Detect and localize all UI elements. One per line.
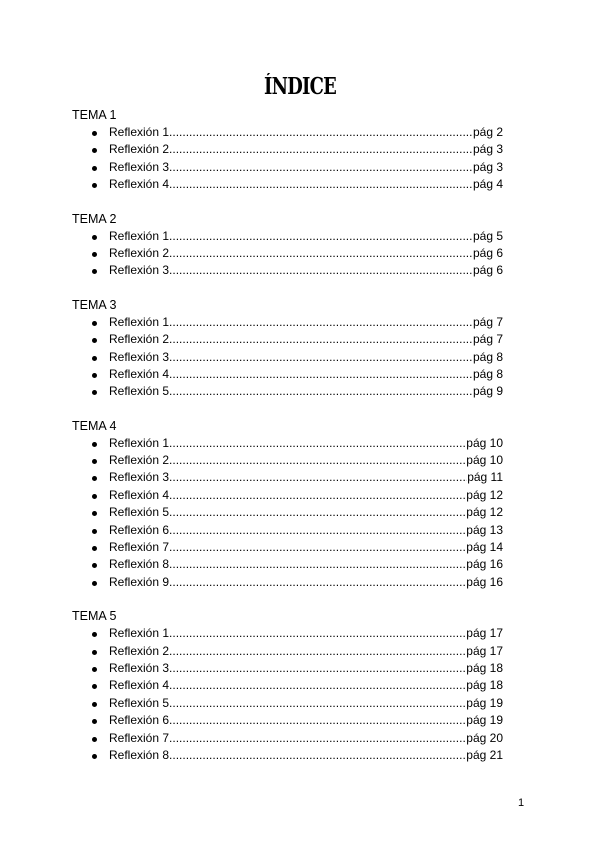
dot-leader [169,159,473,176]
bullet-icon [92,235,97,240]
toc-entry-page-ref: pág 14 [466,540,503,555]
toc-section [72,297,512,401]
dot-leader [169,747,466,764]
toc-entry-label: Reflexión 1 [109,314,170,329]
toc-section [72,211,512,280]
toc-entry-row [109,452,503,469]
toc-entry-page-ref: pág 10 [466,453,503,468]
toc-section [72,608,512,764]
dot-leader [169,262,473,279]
toc-entry [72,643,506,660]
toc-entry-page-ref: pág 2 [472,125,503,139]
toc-entry-row [109,141,503,158]
toc-entry-row [109,747,503,764]
bullet-icon [92,737,97,742]
bullet-icon [92,166,97,171]
toc-entry-page-ref: pág 6 [472,263,503,278]
toc-entry [72,124,506,141]
toc-entry-list [72,314,512,401]
toc-entry-page-ref: pág 7 [472,332,503,347]
toc-entry-page-ref: pág 8 [472,349,503,364]
toc-entry-row [109,228,503,245]
toc-section [72,107,512,194]
bullet-icon [92,494,97,499]
toc-entry-label: Reflexión 3 [109,470,170,485]
bullet-icon [92,356,97,361]
toc-entry-label: Reflexión 5 [109,695,170,710]
toc-entry-label: Reflexión 3 [109,263,170,278]
toc-entry-label: Reflexión 1 [109,125,170,139]
toc-entry-row [109,643,503,660]
toc-entry-row [109,539,503,556]
bullet-icon [92,511,97,516]
toc-entry [72,625,506,642]
dot-leader [169,314,473,331]
page-title: ÍNDICE [263,73,337,100]
toc-entry-label: Reflexión 7 [109,540,170,555]
dot-leader [169,228,473,245]
toc-entry-label: Reflexión 2 [109,245,170,260]
toc-entry-label: Reflexión 1 [109,435,170,450]
toc-entry-label: Reflexión 4 [109,678,170,693]
dot-leader [169,556,466,573]
toc-entry-row [109,625,503,642]
bullet-icon [92,442,97,447]
dot-leader [169,712,466,729]
toc-entry-page-ref: pág 12 [466,487,503,502]
dot-leader [169,539,466,556]
toc-entry-page-ref: pág 12 [466,505,503,520]
bullet-icon [92,338,97,343]
dot-leader [169,124,473,141]
dot-leader [169,141,473,158]
dot-leader [169,695,466,712]
toc-entry-row [109,176,503,193]
toc-entry-label: Reflexión 7 [109,730,170,745]
toc-entry-page-ref: pág 17 [466,626,503,641]
toc-entry-list [72,124,512,194]
bullet-icon [92,148,97,153]
toc-entry [72,349,506,366]
bullet-icon [92,459,97,464]
toc-entry-label: Reflexión 3 [109,159,170,174]
toc-entry-label: Reflexión 4 [109,487,170,502]
dot-leader [169,383,473,400]
bullet-icon [92,581,97,586]
toc-entry [72,435,506,452]
dot-leader [169,349,473,366]
bullet-icon [92,754,97,759]
toc-entry-page-ref: pág 3 [472,142,503,157]
toc-entry-row [109,435,503,452]
toc-entry-page-ref: pág 19 [466,695,503,710]
toc-entry-label: Reflexión 5 [109,384,170,399]
toc-entry-page-ref: pág 7 [472,314,503,329]
bullet-icon [92,546,97,551]
toc-entry-row [109,487,503,504]
toc-entry-label: Reflexión 8 [109,747,170,762]
bullet-icon [92,321,97,326]
toc-entry-page-ref: pág 18 [466,660,503,675]
toc-entry-page-ref: pág 16 [466,557,503,572]
toc-entry [72,660,506,677]
toc-entry-label: Reflexión 6 [109,522,170,537]
toc-entry-row [109,504,503,521]
toc-entry-page-ref: pág 3 [472,159,503,174]
toc-entry-row [109,695,503,712]
toc-entry-page-ref: pág 11 [467,470,503,485]
toc-entry-page-ref: pág 5 [472,228,503,243]
bullet-icon [92,563,97,568]
dot-leader [169,677,466,694]
dot-leader [169,245,473,262]
toc-entry [72,574,506,591]
toc-entry-label: Reflexión 6 [109,713,170,728]
toc-entry-page-ref: pág 21 [466,747,503,762]
bullet-icon [92,252,97,257]
toc-entry-page-ref: pág 17 [466,643,503,658]
toc-entry [72,331,506,348]
toc-entry-label: Reflexión 4 [109,177,170,192]
toc-entry-row [109,366,503,383]
toc-entry [72,383,506,400]
dot-leader [169,435,466,452]
toc-entry-row [109,677,503,694]
dot-leader [169,625,466,642]
dot-leader [169,366,473,383]
section-heading: TEMA 4 [72,418,117,433]
dot-leader [169,469,467,486]
toc-entry-row [109,383,503,400]
toc-entry [72,159,506,176]
toc-entry [72,556,506,573]
toc-entry-page-ref: pág 4 [472,177,503,192]
toc-entry-row [109,262,503,279]
section-heading: TEMA 5 [72,609,117,624]
toc-entry-row [109,331,503,348]
section-heading: TEMA 2 [72,211,117,226]
bullet-icon [92,650,97,655]
toc-entry-label: Reflexión 9 [109,574,170,589]
toc-entry [72,245,506,262]
toc-entry [72,695,506,712]
dot-leader [169,504,466,521]
toc-entry-row [109,730,503,747]
toc-entry-list [72,625,512,764]
toc-entry-row [109,245,503,262]
toc-entry [72,677,506,694]
toc-entry-row [109,522,503,539]
toc-section [72,418,512,592]
dot-leader [169,730,466,747]
bullet-icon [92,476,97,481]
toc-entry-row [109,660,503,677]
bullet-icon [92,719,97,724]
toc-entry-label: Reflexión 2 [109,453,170,468]
toc-entry [72,504,506,521]
toc-entry [72,539,506,556]
dot-leader [169,487,466,504]
bullet-icon [92,632,97,637]
section-heading: TEMA 3 [72,297,117,312]
toc-entry-label: Reflexión 2 [109,643,170,658]
toc-entry-row [109,574,503,591]
toc-entry-row [109,124,503,141]
bullet-icon [92,702,97,707]
toc-entry [72,176,506,193]
bullet-icon [92,131,97,136]
dot-leader [169,643,466,660]
toc-entry-row [109,556,503,573]
toc-entry [72,262,506,279]
toc-entry [72,228,506,245]
dot-leader [169,452,466,469]
toc-entry-row [109,712,503,729]
dot-leader [169,176,473,193]
toc-entry-page-ref: pág 20 [466,730,503,745]
toc-entry [72,366,506,383]
dot-leader [169,522,466,539]
bullet-icon [92,390,97,395]
toc-entry [72,522,506,539]
toc-entry-row [109,349,503,366]
bullet-icon [92,183,97,188]
toc-entry-row [109,159,503,176]
dot-leader [169,331,473,348]
dot-leader [169,574,466,591]
toc-entry [72,747,506,764]
toc-entry-page-ref: pág 18 [466,678,503,693]
toc-entry-page-ref: pág 13 [466,522,503,537]
toc-entry [72,487,506,504]
section-heading: TEMA 1 [72,108,117,122]
toc-entry-page-ref: pág 8 [472,366,503,381]
toc-entry-label: Reflexión 1 [109,626,170,641]
bullet-icon [92,373,97,378]
toc-entry-page-ref: pág 16 [466,574,503,589]
page-number: 1 [518,797,525,809]
toc-entry-row [109,469,503,486]
bullet-icon [92,269,97,274]
toc-entry-label: Reflexión 8 [109,557,170,572]
dot-leader [169,660,466,677]
toc-entry-list [72,228,512,280]
toc-entry [72,452,506,469]
toc-entry-label: Reflexión 4 [109,366,170,381]
toc-entry-label: Reflexión 2 [109,332,170,347]
toc-entry [72,730,506,747]
toc-entry-label: Reflexión 1 [109,228,170,243]
toc-entry [72,469,506,486]
toc-entry [72,141,506,158]
bullet-icon [92,667,97,672]
toc-entry-page-ref: pág 6 [472,245,503,260]
toc-entry [72,712,506,729]
toc-entry-label: Reflexión 3 [109,349,170,364]
bullet-icon [92,684,97,689]
toc-entry-label: Reflexión 2 [109,142,170,157]
toc-entry-list [72,435,512,592]
table-of-contents [72,107,512,781]
toc-entry-page-ref: pág 10 [466,435,503,450]
toc-entry-page-ref: pág 9 [472,384,503,399]
toc-entry-row [109,314,503,331]
toc-entry [72,314,506,331]
bullet-icon [92,529,97,534]
toc-entry-page-ref: pág 19 [466,713,503,728]
toc-entry-label: Reflexión 3 [109,660,170,675]
toc-entry-label: Reflexión 5 [109,505,170,520]
